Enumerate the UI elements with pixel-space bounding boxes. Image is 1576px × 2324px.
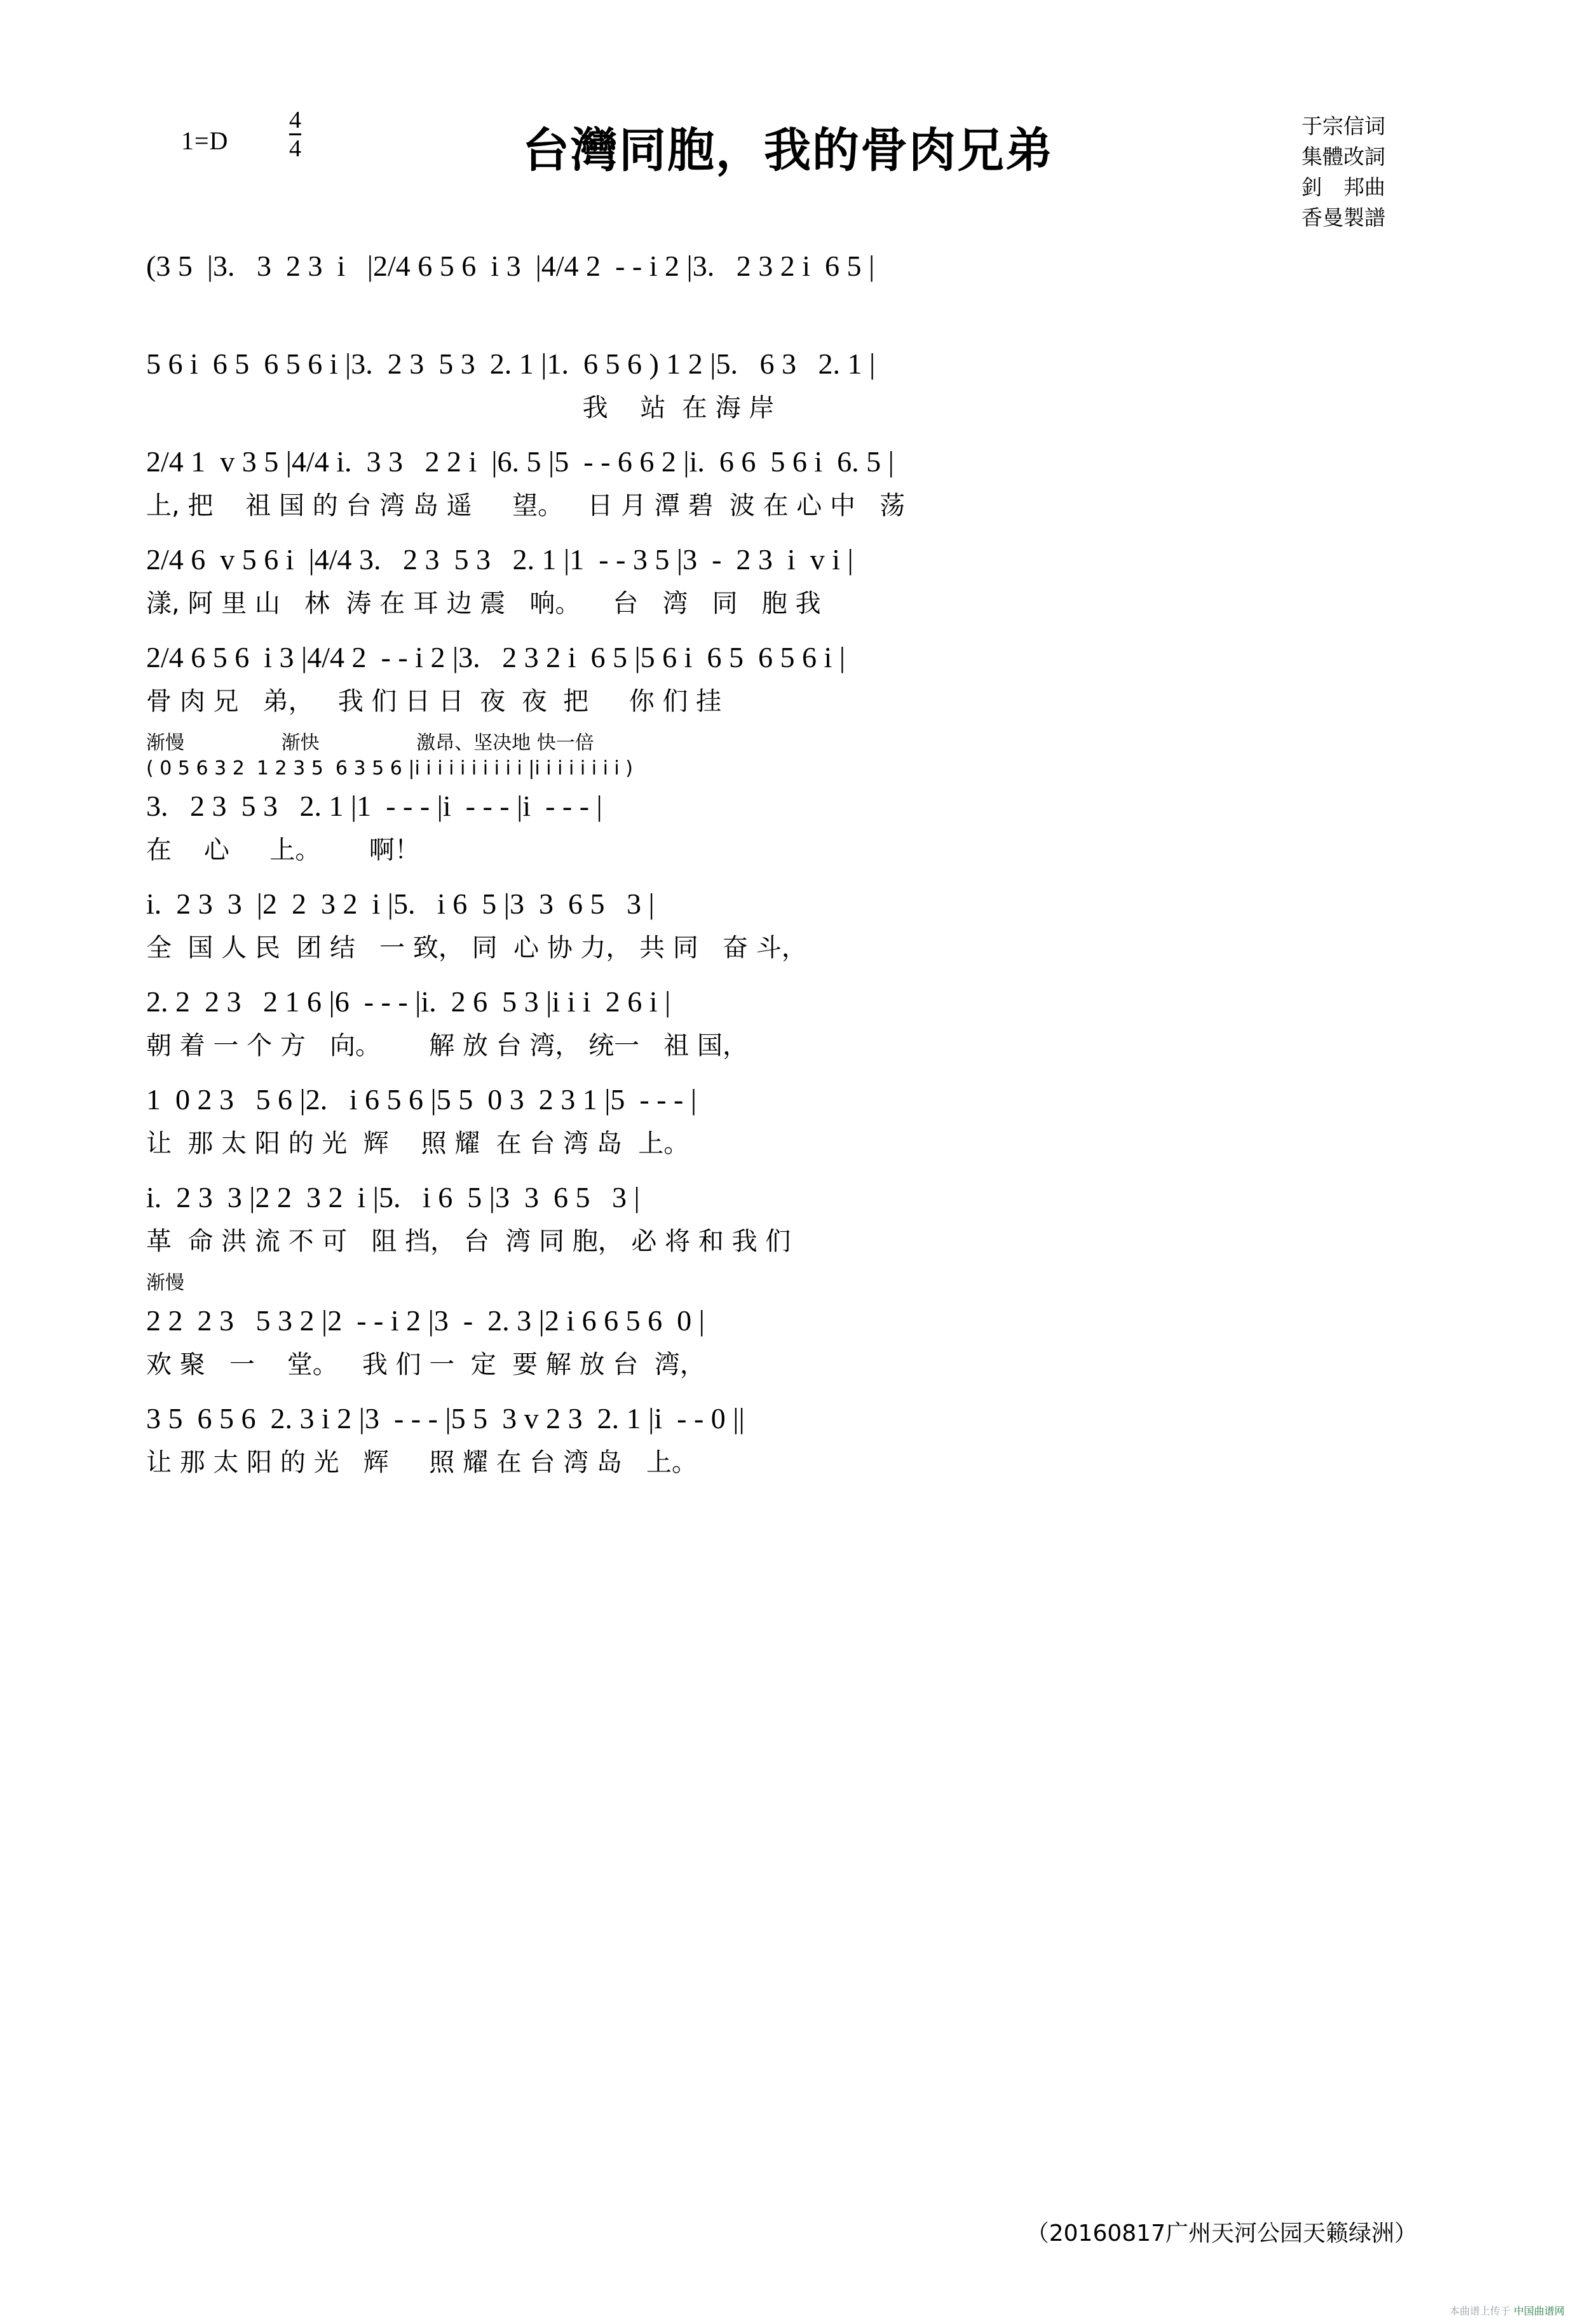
lyric-row: 骨 肉 兄 弟， 我 们 日 日 夜 夜 把 你 们 挂 (146, 687, 722, 716)
lyric-row: 欢 聚 一 堂。 我 们 一 定 要 解 放 台 湾， (146, 1350, 705, 1379)
music-system (146, 339, 1430, 427)
credit-line: 于宗信词 (1301, 114, 1385, 138)
key-signature: 1=D (181, 126, 229, 155)
note-row: 1 0 2 3 5 6 |2. i 6 5 6 |5 5 0 3 2 3 1 |5 - - - | (146, 1083, 697, 1116)
music-system (146, 977, 1430, 1065)
score-header (0, 95, 1576, 241)
lyric-row: 我 站 在 海 岸 (146, 393, 775, 422)
music-system (146, 1271, 1430, 1384)
credit-line: 集體改詞 (1301, 144, 1385, 169)
music-system (146, 1394, 1430, 1482)
note-row: i. 2 3 3 |2 2 3 2 i |5. i 6 5 |3 3 6 5 3 | (146, 888, 655, 920)
music-system (146, 633, 1430, 720)
lyric-row: 让 那 太 阳 的 光 辉 照 耀 在 台 湾 岛 上。 (146, 1129, 690, 1158)
lyric-row: 革 命 洪 流 不 可 阻 挡， 台 湾 同 胞， 必 将 和 我 们 (146, 1227, 791, 1256)
lyric-row: 全 国 人 民 团 结 一 致， 同 心 协 力， 共 同 奋 斗， (146, 933, 807, 963)
note-row: 3 5 6 5 6 2. 3 i 2 |3 - - - |5 5 3 v 2 3 2. 1 |i - - 0 || (146, 1402, 745, 1435)
lyric-row (146, 291, 1430, 329)
watermark-brand: 中国曲谱网 (1513, 2305, 1565, 2317)
music-system (146, 879, 1430, 967)
lyric-row: 在 心 上。 啊！ (146, 835, 420, 865)
credits-block (1301, 111, 1385, 233)
time-signature-denominator: 4 (289, 133, 301, 161)
page-title: 台灣同胞，我的骨肉兄弟 (522, 123, 1054, 178)
music-system (146, 731, 1430, 869)
ossia-note-row: ( 0 5 6 3 2 1 2 3 5 6 3 5 6 |i i i i i i i i i i |i i i i i i i i ) (146, 757, 634, 780)
note-row: 2/4 6 5 6 i 3 |4/4 2 - - i 2 |3. 2 3 2 i 6 5 |5 6 i 6 5 6 5 6 i | (146, 641, 845, 673)
music-system (146, 241, 1430, 329)
note-row: 3. 2 3 5 3 2. 1 |1 - - - |i - - - |i - - - | (146, 790, 602, 822)
music-system (146, 535, 1430, 623)
music-system (146, 1173, 1430, 1260)
note-row: 2/4 6 v 5 6 i |4/4 3. 2 3 5 3 2. 1 |1 - - 3 5 |3 - 2 3 i v i | (146, 543, 853, 576)
note-row: 2 2 2 3 5 3 2 |2 - - i 2 |3 - 2. 3 |2 i 6 6 5 6 0 | (146, 1304, 705, 1337)
music-body (146, 241, 1430, 1482)
music-system (146, 437, 1430, 525)
lyric-row: 让 那 太 阳 的 光 辉 照 耀 在 台 湾 岛 上。 (146, 1448, 698, 1477)
credit-line: 香曼製譜 (1301, 205, 1385, 230)
sheet-music-page (0, 95, 1576, 2324)
note-row: 5 6 i 6 5 6 5 6 i |3. 2 3 5 3 2. 1 |1. 6 5 6 ) 1 2 |5. 6 3 2. 1 | (146, 348, 876, 380)
performance-note: （20160817广州天河公园天籁绿洲） (1026, 2220, 1417, 2246)
note-row: (3 5 |3. 3 2 3 i |2/4 6 5 6 i 3 |4/4 2 - - i 2 |3. 2 3 2 i 6 5 | (146, 250, 875, 282)
lyric-row: 上, 把 祖 国 的 台 湾 岛 遥 望。 日 月 潭 碧 波 在 心 中 荡 (146, 491, 906, 520)
note-row: 2/4 1 v 3 5 |4/4 i. 3 3 2 2 i |6. 5 |5 - - 6 6 2 |i. 6 6 5 6 i 6. 5 | (146, 445, 894, 478)
note-row: i. 2 3 3 |2 2 3 2 i |5. i 6 5 |3 3 6 5 3 | (146, 1181, 640, 1213)
lyric-row: 朝 着 一 个 方 向。 解 放 台 湾， 统一 祖 国， (146, 1031, 749, 1060)
time-signature-numerator: 4 (289, 107, 301, 133)
watermark-prefix: 本曲谱上传于 (1449, 2305, 1511, 2317)
credit-line: 釗 邦曲 (1301, 174, 1385, 199)
note-row: 2. 2 2 3 2 1 6 |6 - - - |i. 2 6 5 3 |i i i 2 6 i | (146, 985, 671, 1018)
site-watermark (1450, 2303, 1565, 2318)
lyric-row: 漾, 阿 里 山 林 涛 在 耳 边 震 响。 台 湾 同 胞 我 (146, 589, 821, 618)
tempo-label-row: 渐慢 渐快 激昂、坚决地 快一倍 (146, 732, 594, 754)
tempo-label-row: 渐慢 (146, 1272, 184, 1294)
music-system (146, 1075, 1430, 1163)
